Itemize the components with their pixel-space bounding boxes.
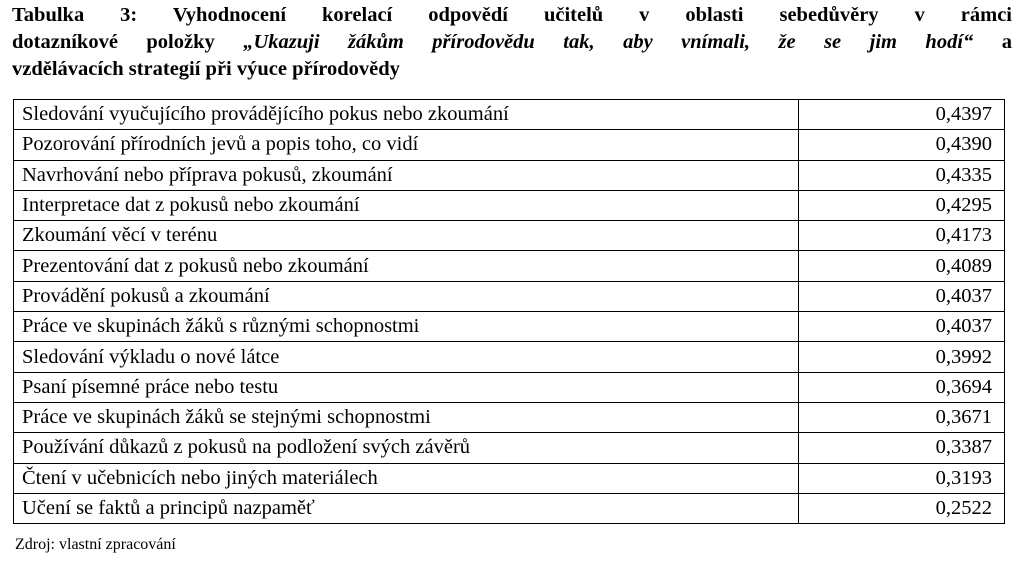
table-row (14, 251, 1005, 281)
row-label: Práce ve skupinách žáků s různými schopnostmi (14, 312, 799, 342)
row-value: 0,3671 (799, 402, 1005, 432)
row-value: 0,4037 (799, 281, 1005, 311)
table-row (14, 160, 1005, 190)
caption-line-3: vzdělávacích strategií při výuce přírodovědy (12, 58, 400, 80)
caption-line-1: Tabulka 3: Vyhodnocení korelací odpovědí učitelů v oblasti sebedůvěry v rámci (12, 4, 1012, 26)
table-row (14, 433, 1005, 463)
row-label: Psaní písemné práce nebo testu (14, 372, 799, 402)
table-row (14, 402, 1005, 432)
row-value: 0,4037 (799, 312, 1005, 342)
row-label: Zkoumání věcí v terénu (14, 221, 799, 251)
row-label: Čtení v učebnicích nebo jiných materiálech (14, 463, 799, 493)
row-label: Používání důkazů z pokusů na podložení svých závěrů (14, 433, 799, 463)
table-row (14, 221, 1005, 251)
row-label: Práce ve skupinách žáků se stejnými schopnostmi (14, 402, 799, 432)
row-label: Provádění pokusů a zkoumání (14, 281, 799, 311)
caption-line-2-prefix: dotazníkové položky (12, 31, 244, 53)
row-value: 0,4397 (799, 100, 1005, 130)
row-label: Interpretace dat z pokusů nebo zkoumání (14, 190, 799, 220)
row-value: 0,4295 (799, 190, 1005, 220)
row-value: 0,4173 (799, 221, 1005, 251)
row-value: 0,3193 (799, 463, 1005, 493)
caption-quoted-item: „Ukazuji žákům přírodovědu tak, aby vnímali, že se jim hodí“ (243, 31, 974, 53)
table-row (14, 281, 1005, 311)
row-label: Navrhování nebo příprava pokusů, zkoumání (14, 160, 799, 190)
table-row (14, 312, 1005, 342)
table-row (14, 463, 1005, 493)
correlation-table (13, 99, 1005, 524)
table-row (14, 342, 1005, 372)
row-value: 0,4390 (799, 130, 1005, 160)
table-row (14, 100, 1005, 130)
caption-line-2 (12, 29, 1012, 56)
table-caption (12, 2, 1012, 83)
table-row (14, 372, 1005, 402)
row-label: Prezentování dat z pokusů nebo zkoumání (14, 251, 799, 281)
row-label: Sledování vyučujícího provádějícího pokus nebo zkoumání (14, 100, 799, 130)
table-row (14, 493, 1005, 523)
source-note: Zdroj: vlastní zpracování (15, 536, 176, 553)
row-label: Sledování výkladu o nové látce (14, 342, 799, 372)
row-label: Pozorování přírodních jevů a popis toho, co vidí (14, 130, 799, 160)
row-label: Učení se faktů a principů nazpaměť (14, 493, 799, 523)
caption-line-2-suffix: a (973, 31, 1013, 53)
table-row (14, 130, 1005, 160)
table-row (14, 190, 1005, 220)
row-value: 0,4335 (799, 160, 1005, 190)
row-value: 0,4089 (799, 251, 1005, 281)
row-value: 0,3387 (799, 433, 1005, 463)
row-value: 0,3992 (799, 342, 1005, 372)
row-value: 0,3694 (799, 372, 1005, 402)
row-value: 0,2522 (799, 493, 1005, 523)
correlation-table-body (14, 100, 1005, 524)
